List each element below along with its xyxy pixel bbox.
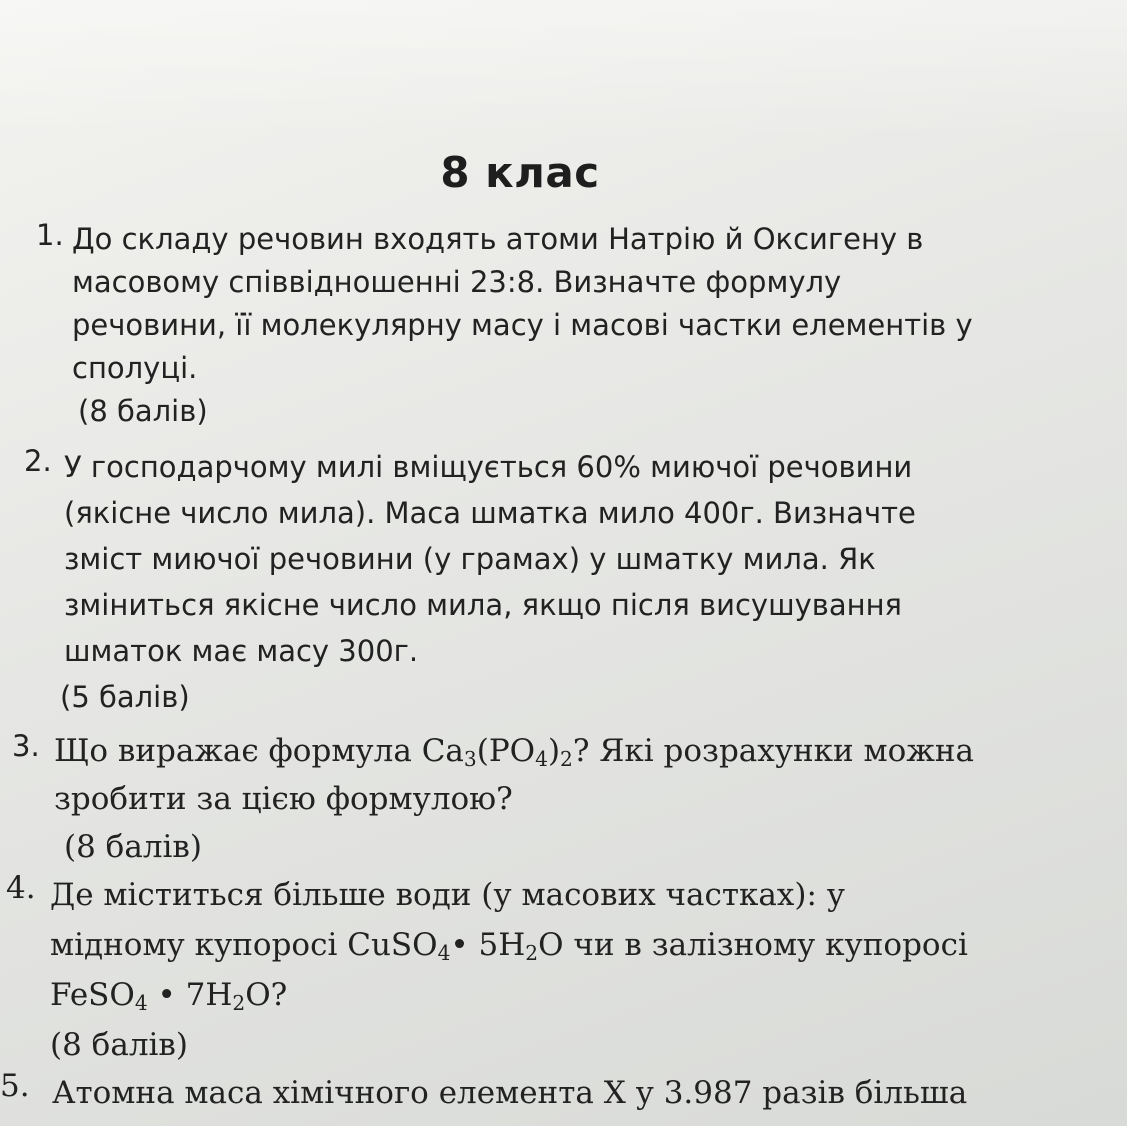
question-text-line [54,727,974,775]
question-number: 3. [12,729,40,763]
question-text: O чи в залізному купоросі [538,927,968,963]
subscript: 2 [232,991,246,1016]
formula-part: ) [547,733,561,769]
question-text-line: Де міститься більше води (у масових частках): у [50,877,846,913]
question-number: 1. [36,218,64,252]
points-label: (8 балів) [78,394,208,428]
question-text-line: зміст миючої речовини (у грамах) у шматку мила. Як [64,542,876,576]
subscript: 3 [463,747,477,772]
question-3 [12,727,974,871]
question-text-line: зміниться якісне число мила, якщо після висушування [64,588,902,622]
subscript: 2 [560,747,573,772]
question-text: ? Які розрахунки можна [572,733,974,769]
subscript: 4 [134,991,148,1016]
question-text-line: зробити за цією формулою? [54,781,513,817]
points-label: (8 балів) [50,1027,188,1063]
question-text-line: сполуці. [72,351,198,385]
question-4 [6,870,968,1070]
question-number: 5. [0,1068,30,1104]
subscript: 2 [525,941,539,966]
question-text-line: масовому співвідношенні 23:8. Визначте формулу [72,265,842,299]
subscript: 4 [437,941,451,966]
question-text-line: шматок має масу 300г. [64,634,419,668]
question-2 [24,444,916,720]
question-text-line [50,970,968,1020]
points-label: (8 балів) [64,829,202,865]
subscript: 4 [535,747,548,772]
question-text-line: речовини, її молекулярну масу і масові частки елементів у [72,308,973,342]
question-text-line: До складу речовин входять атоми Натрію й Оксигену в [72,222,924,256]
question-text-line: (якісне число мила). Маса шматка мило 400г. Визначте [64,496,916,530]
question-5 [0,1068,967,1118]
question-number: 4. [6,870,36,906]
question-text: • 5H [450,927,526,963]
question-text: • 7H [147,977,233,1013]
question-text: Що виражає формула Ca [54,733,464,769]
question-text-line: Атомна маса хімічного елемента X у 3.987 разів більша [52,1075,968,1111]
question-text: FeSO [50,977,135,1013]
question-text: O? [245,977,288,1013]
question-number: 2. [24,444,52,478]
question-1 [36,218,973,433]
question-text-line [50,920,968,970]
points-label: (5 балів) [60,680,190,714]
question-text: мідному купоросі CuSO [50,927,438,963]
formula-part: (PO [476,733,536,769]
page-title: 8 клас [440,148,600,197]
question-text-line: У господарчому милі вміщується 60% миючої речовини [64,450,913,484]
